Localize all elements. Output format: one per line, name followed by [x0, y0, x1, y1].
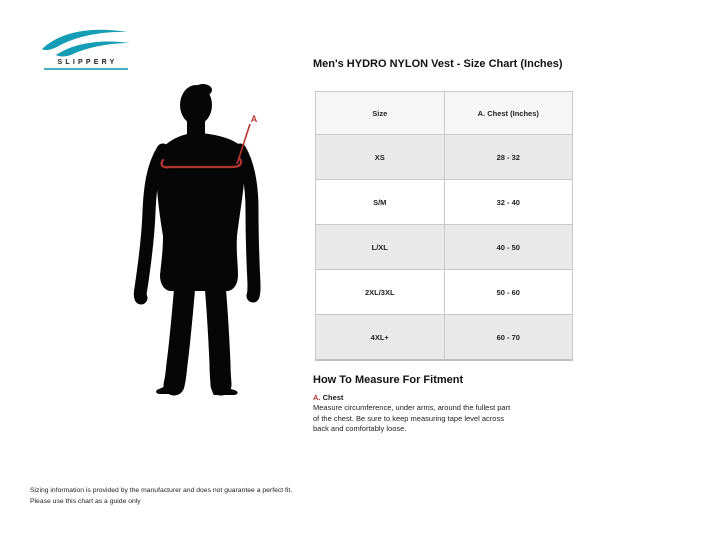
how-to-measure-section [313, 374, 523, 435]
measurement-key: A. [313, 393, 321, 402]
wave-logo-icon [40, 28, 132, 58]
table-row [316, 134, 572, 179]
silhouette-shape [140, 84, 254, 395]
size-cell: 2XL/3XL [364, 287, 395, 297]
table-row [316, 224, 572, 269]
column-header-chest: A. Chest (Inches) [444, 92, 573, 134]
chest-cell: 32 - 40 [444, 180, 573, 224]
chest-cell: 50 - 60 [444, 270, 573, 314]
size-table [315, 91, 573, 361]
table-header-row [316, 92, 572, 134]
measurement-name: Chest [322, 393, 344, 402]
chest-cell: 60 - 70 [444, 315, 573, 359]
size-cell: 4XL+ [370, 332, 389, 342]
body-silhouette-image [133, 82, 265, 403]
brand-underline [44, 68, 128, 70]
brand-name: SLIPPERY [57, 59, 118, 66]
table-row [316, 314, 572, 359]
chest-cell: 40 - 50 [444, 225, 573, 269]
how-to-measure-heading: How To Measure For Fitment [313, 374, 464, 386]
brand-logo [38, 28, 134, 70]
disclaimer-line-2: Please use this chart as a guide only [30, 497, 141, 505]
measurement-item-title [313, 393, 523, 402]
table-row [316, 179, 572, 224]
size-cell: XS [374, 152, 385, 162]
disclaimer [30, 486, 292, 507]
column-header-size: Size [372, 108, 388, 118]
measurement-description: Measure circumference, under arms, around the fullest part of the chest. Be sure to keep measuring tape level across back and comfortably loose. [313, 403, 511, 434]
chest-cell: 28 - 32 [444, 135, 573, 179]
size-cell: S/M [373, 197, 387, 207]
table-row [316, 269, 572, 314]
size-cell: L/XL [371, 242, 388, 252]
disclaimer-line-1: Sizing information is provided by the manufacturer and does not guarantee a perfect fit. [30, 487, 293, 494]
page-title: Men's HYDRO NYLON Vest - Size Chart (Inches) [313, 58, 563, 70]
measurement-label-a: A [250, 114, 258, 124]
